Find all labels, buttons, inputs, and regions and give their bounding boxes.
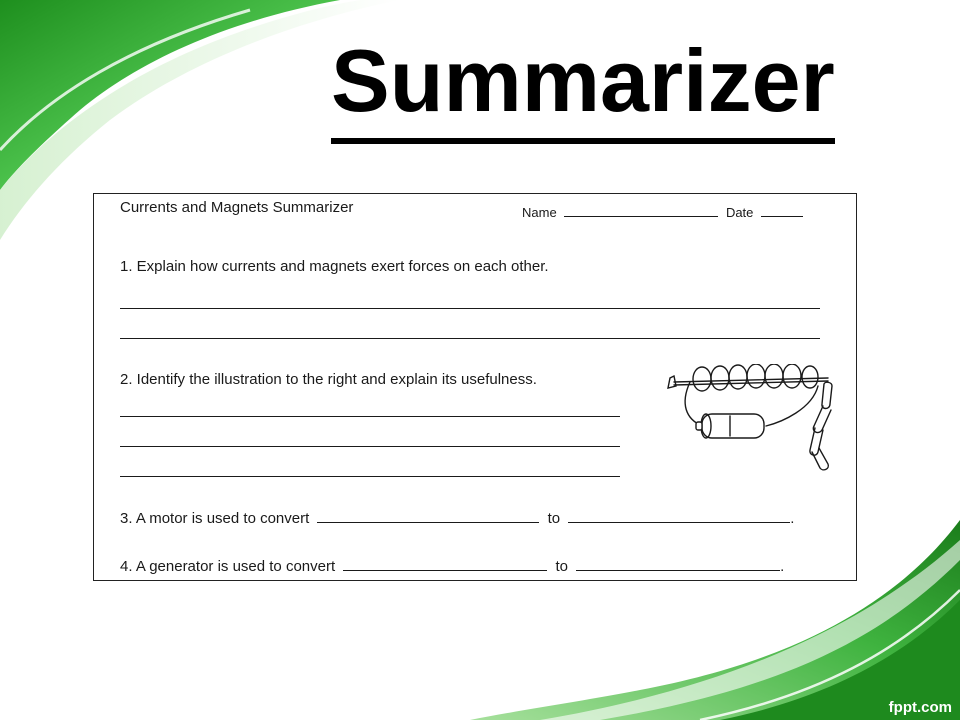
- question-3-row: [120, 508, 794, 527]
- electromagnet-coil-battery-icon: [662, 364, 846, 476]
- answer-line: [120, 446, 620, 447]
- question-3-suffix: .: [790, 510, 795, 527]
- answer-line: [120, 416, 620, 417]
- question-3-blank-2: [568, 508, 790, 523]
- answer-line: [120, 476, 620, 477]
- date-blank: [761, 202, 803, 217]
- answer-line: [120, 338, 820, 339]
- question-4-blank-2: [576, 556, 780, 571]
- question-3-blank-1: [317, 508, 539, 523]
- brand-watermark: fppt.com: [888, 699, 952, 716]
- question-2-text: 2. Identify the illustration to the right and explain its usefulness.: [120, 371, 537, 388]
- slide-title: Summarizer: [331, 26, 835, 144]
- question-3-prefix: 3. A motor is used to convert: [120, 510, 310, 527]
- worksheet-heading: Currents and Magnets Summarizer: [120, 199, 354, 216]
- name-blank: [564, 202, 718, 217]
- worksheet-image: [93, 193, 857, 581]
- question-4-row: [120, 556, 784, 575]
- question-4-prefix: 4. A generator is used to convert: [120, 558, 336, 575]
- question-1-text: 1. Explain how currents and magnets exert forces on each other.: [120, 258, 549, 275]
- question-4-middle: to: [555, 558, 568, 575]
- date-label: Date: [725, 205, 754, 220]
- question-3-middle: to: [547, 510, 561, 527]
- question-4-blank-1: [343, 556, 547, 571]
- name-date-row: [522, 202, 807, 220]
- name-label: Name: [522, 205, 557, 220]
- question-4-suffix: .: [780, 558, 785, 575]
- answer-line: [120, 308, 820, 309]
